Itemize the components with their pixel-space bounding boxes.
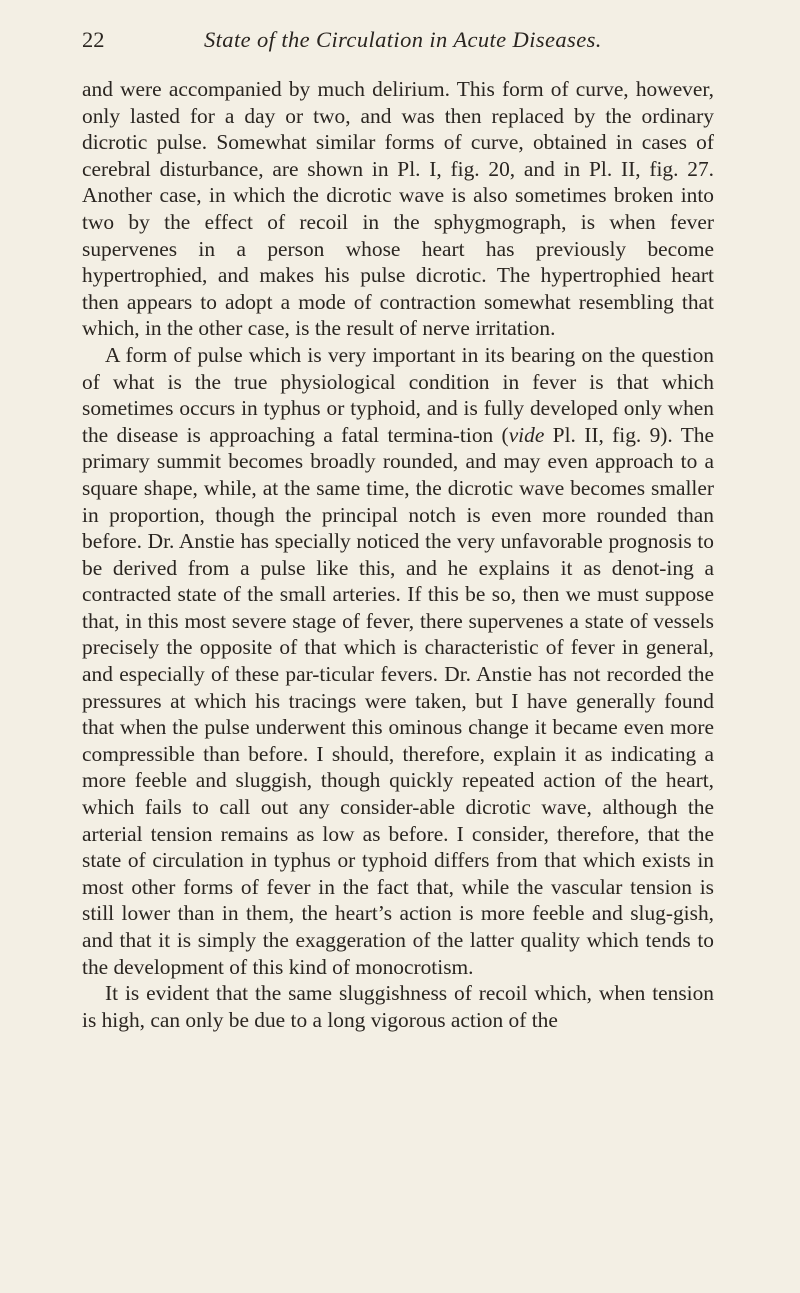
page-header	[82, 22, 722, 58]
paragraph: and were accompanied by much delirium. This form of curve, however, only lasted for a day or two, and was then replaced by the ordinary dicrotic pulse. Somewhat similar forms of curve, obtained in cases of cerebral disturbance, are shown in Pl. I, fig. 20, and in Pl. II, fig. 27. Another case, in which the dicrotic wave is also sometimes broken into two by the effect of recoil in the sphygmograph, is when fever supervenes in a person whose heart has previously become hypertrophied, and makes his pulse dicrotic. The hypertrophied heart then appears to adopt a mode of contraction somewhat resembling that which, in the other case, is the result of nerve irritation.	[82, 77, 714, 341]
running-title: State of the Circulation in Acute Diseases.	[204, 27, 602, 52]
paragraph: It is evident that the same sluggishness of recoil which, when tension is high, can only be due to a long vigorous action of the	[82, 981, 714, 1032]
page-number: 22	[82, 27, 105, 52]
italic-term: vide	[508, 422, 545, 447]
paragraph-text: A form of pulse which is very important in its bearing on the question of what is the true physiological condition in fever is that which sometimes occurs in typhus or typhoid, and is fully developed only when the disease is approaching a fatal termina-tion (	[82, 342, 714, 447]
paragraph	[82, 342, 714, 980]
paragraph-text: Pl. II, fig. 9). The primary summit becomes broadly rounded, and may even approach to a square shape, while, at the same time, the dicrotic wave becomes smaller in proportion, though the principal notch is even more rounded than before. Dr. Anstie has specially noticed the very unfavorable prognosis to be derived from a pulse like this, and he explains it as denot-ing a contracted state of the small arteries. If this be so, then we must suppose that, in this most severe stage of fever, there supervenes a state of vessels precisely the opposite of that which is characteristic of fever in general, and especially of these par-ticular fevers. Dr. Anstie has not recorded the pressures at which his tracings were taken, but I have generally found that when the pulse underwent this ominous change it became even more compressible than before. I should, therefore, explain it as indicating a more feeble and sluggish, though quickly repeated action of the heart, which fails to call out any consider-able dicrotic wave, although the arterial tension remains as low as before. I consider, therefore, that the state of circulation in typhus or typhoid differs from that which exists in most other forms of fever in the fact that, while the vascular tension is still lower than in them, the heart’s action is more feeble and slug-gish, and that it is simply the exaggeration of the latter quality which tends to the development of this kind of monocrotism.	[82, 422, 714, 979]
body-text	[82, 76, 714, 1033]
